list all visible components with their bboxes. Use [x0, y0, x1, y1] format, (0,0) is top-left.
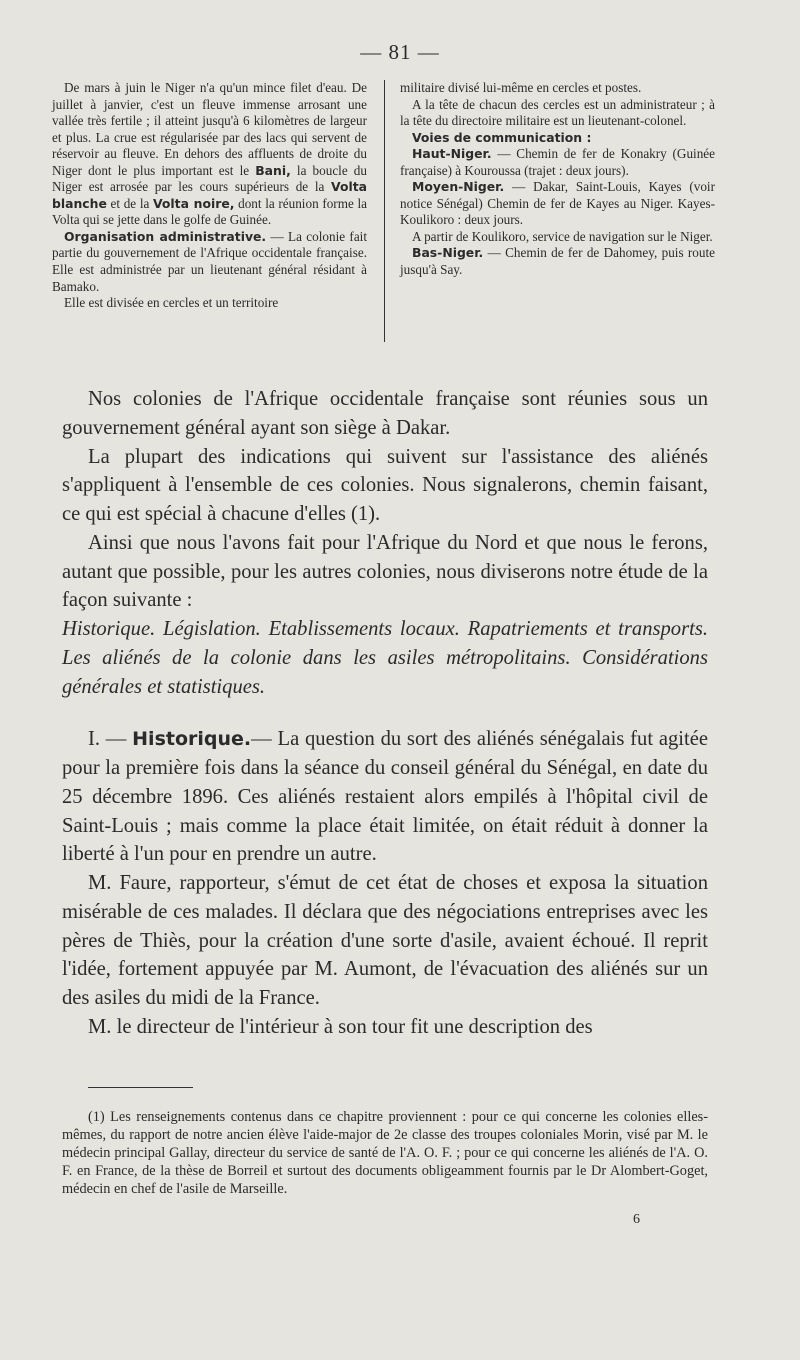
- moyen-niger-text: — Dakar, Saint-Louis, Kayes (voir notice Sénégal) Chemin de fer de Kayes au Niger. Kayes-Koulikoro : deux jours.: [400, 179, 715, 228]
- niger-text-c: et de la: [106, 195, 153, 211]
- haut-niger-title: Haut-Niger.: [412, 146, 492, 162]
- body-paragraph-faure: M. Faure, rapporteur, s'émut de cet état de choses et exposa la situation misérable de ces malades. Il déclara que des négociations entreprises avec les pères de Thiès, pour la création d'une sorte d'asile, avaient échoué. Il reprit l'idée, fortement appuyée par M. Aumont, de l'évacuation des aliénés sur un des asiles du midi de la France.: [62, 872, 708, 1009]
- footnote-rule: [88, 1087, 193, 1088]
- page-number: — 81 —: [360, 40, 440, 64]
- volta-blanche-term: Volta blanche: [52, 179, 367, 211]
- right-paragraph-administrateur: A la tête de chacun des cercles est un administrateur ; à la tête du directoire militaire est un lieutenant-colonel.: [400, 96, 715, 129]
- column-divider: [384, 80, 385, 342]
- haut-niger-paragraph: [400, 146, 715, 179]
- voies-heading: [400, 130, 715, 147]
- bas-niger-paragraph: [400, 245, 715, 278]
- haut-niger-text: — Chemin de fer de Konakry (Guinée française) à Kouroussa (trajet : deux jours).: [400, 146, 715, 178]
- left-paragraph-cercles: Elle est divisée en cercles et un territoire: [64, 295, 279, 311]
- left-column: [52, 80, 367, 312]
- volta-noire-term: Volta noire,: [153, 195, 235, 211]
- section-title: Historique.: [132, 728, 252, 751]
- koulikoro-paragraph: A partir de Koulikoro, service de navigation sur le Niger.: [412, 228, 713, 244]
- printer-signature-mark: 6: [633, 1212, 640, 1227]
- left-paragraph-niger: [52, 80, 367, 229]
- moyen-niger-paragraph: [400, 179, 715, 229]
- body-paragraph-directeur: M. le directeur de l'intérieur à son tour fit une description des: [88, 1015, 593, 1038]
- left-paragraph-organisation: [52, 229, 367, 295]
- niger-text-b: la boucle du Niger est arrosée par les cours supérieurs de la: [52, 162, 367, 195]
- section-historique: [62, 725, 708, 869]
- body-paragraph-indications: La plupart des indications qui suivent sur l'assistance des aliénés s'appliquent à l'ensemble de ces colonies. Nous signalerons, chemin faisant, ce qui est spécial à chacune d'elles (1).: [62, 445, 708, 525]
- footnote-text: (1) Les renseignements contenus dans ce chapitre proviennent : pour ce qui concerne les colonies elles-mêmes, du rapport de notre ancien élève l'aide-major de 2e classe des troupes coloniales Morin, visé par M. le médecin principal Gallay, directeur du service de santé de l'A. O. F. ; pour ce qui concerne les aliénés de l'A. O. F. en France, de la thèse de Borreil et surtout des documents obligeamment fournis par le Dr Alombert-Goget, médecin en chef de l'asile de Marseille.: [62, 1109, 708, 1198]
- organisation-text: — La colonie fait partie du gouvernement de l'Afrique occidentale française. Elle est administrée par un lieutenant général résidant à Bamako.: [52, 228, 367, 294]
- bani-term: Bani,: [255, 162, 291, 178]
- bas-niger-text: — Chemin de fer de Dahomey, puis route jusqu'à Say.: [400, 245, 715, 278]
- body-paragraph-etude: Ainsi que nous l'avons fait pour l'Afrique du Nord et que nous le ferons, autant que possible, pour les autres colonies, nous diviserons notre étude de la façon suivante :: [62, 531, 708, 612]
- right-column: [400, 80, 715, 279]
- section-number: I. —: [88, 728, 133, 751]
- bas-niger-title: Bas-Niger.: [412, 245, 484, 261]
- moyen-niger-title: Moyen-Niger.: [412, 179, 505, 195]
- study-plan: Historique. Législation. Etablissements locaux. Rapatriements et transports. Les aliénés de la colonie dans les asiles métropolitains. Considérations générales et statistiques.: [62, 618, 708, 698]
- two-column-notice: [52, 80, 752, 350]
- voies-title: Voies de communication :: [412, 129, 592, 145]
- main-text: [62, 385, 708, 1042]
- organisation-heading: Organisation administrative.: [64, 228, 267, 244]
- right-paragraph-militaire: militaire divisé lui-même en cercles et postes.: [400, 80, 642, 95]
- niger-text: De mars à juin le Niger n'a qu'un mince filet d'eau. De juillet à janvier, c'est un fleuve immense arrosant une vallée très fertile ; il atteint jusqu'à 6 kilomètres de largeur et plus. La crue est régularisée par des lacs qui servent de réservoir au fleuve. En dehors des affluents de droite du Niger dont le plus important est le: [52, 80, 367, 178]
- body-paragraph-colonies: Nos colonies de l'Afrique occidentale française sont réunies sous un gouvernement général ayant son siège à Dakar.: [62, 388, 708, 439]
- footnote: [62, 1108, 708, 1198]
- section-text: — La question du sort des aliénés sénégalais fut agitée pour la première fois dans la séance du conseil général du Sénégal, en date du 25 décembre 1896. Ces aliénés restaient alors empilés à l'hôpital civil de Saint-Louis ; mais comme la place était limitée, on était réduit à donner la liberté à l'un pour en prendre un autre.: [62, 728, 708, 866]
- niger-text-d: dont la réunion forme la Volta qui se jette dans le golfe de Guinée.: [52, 195, 367, 228]
